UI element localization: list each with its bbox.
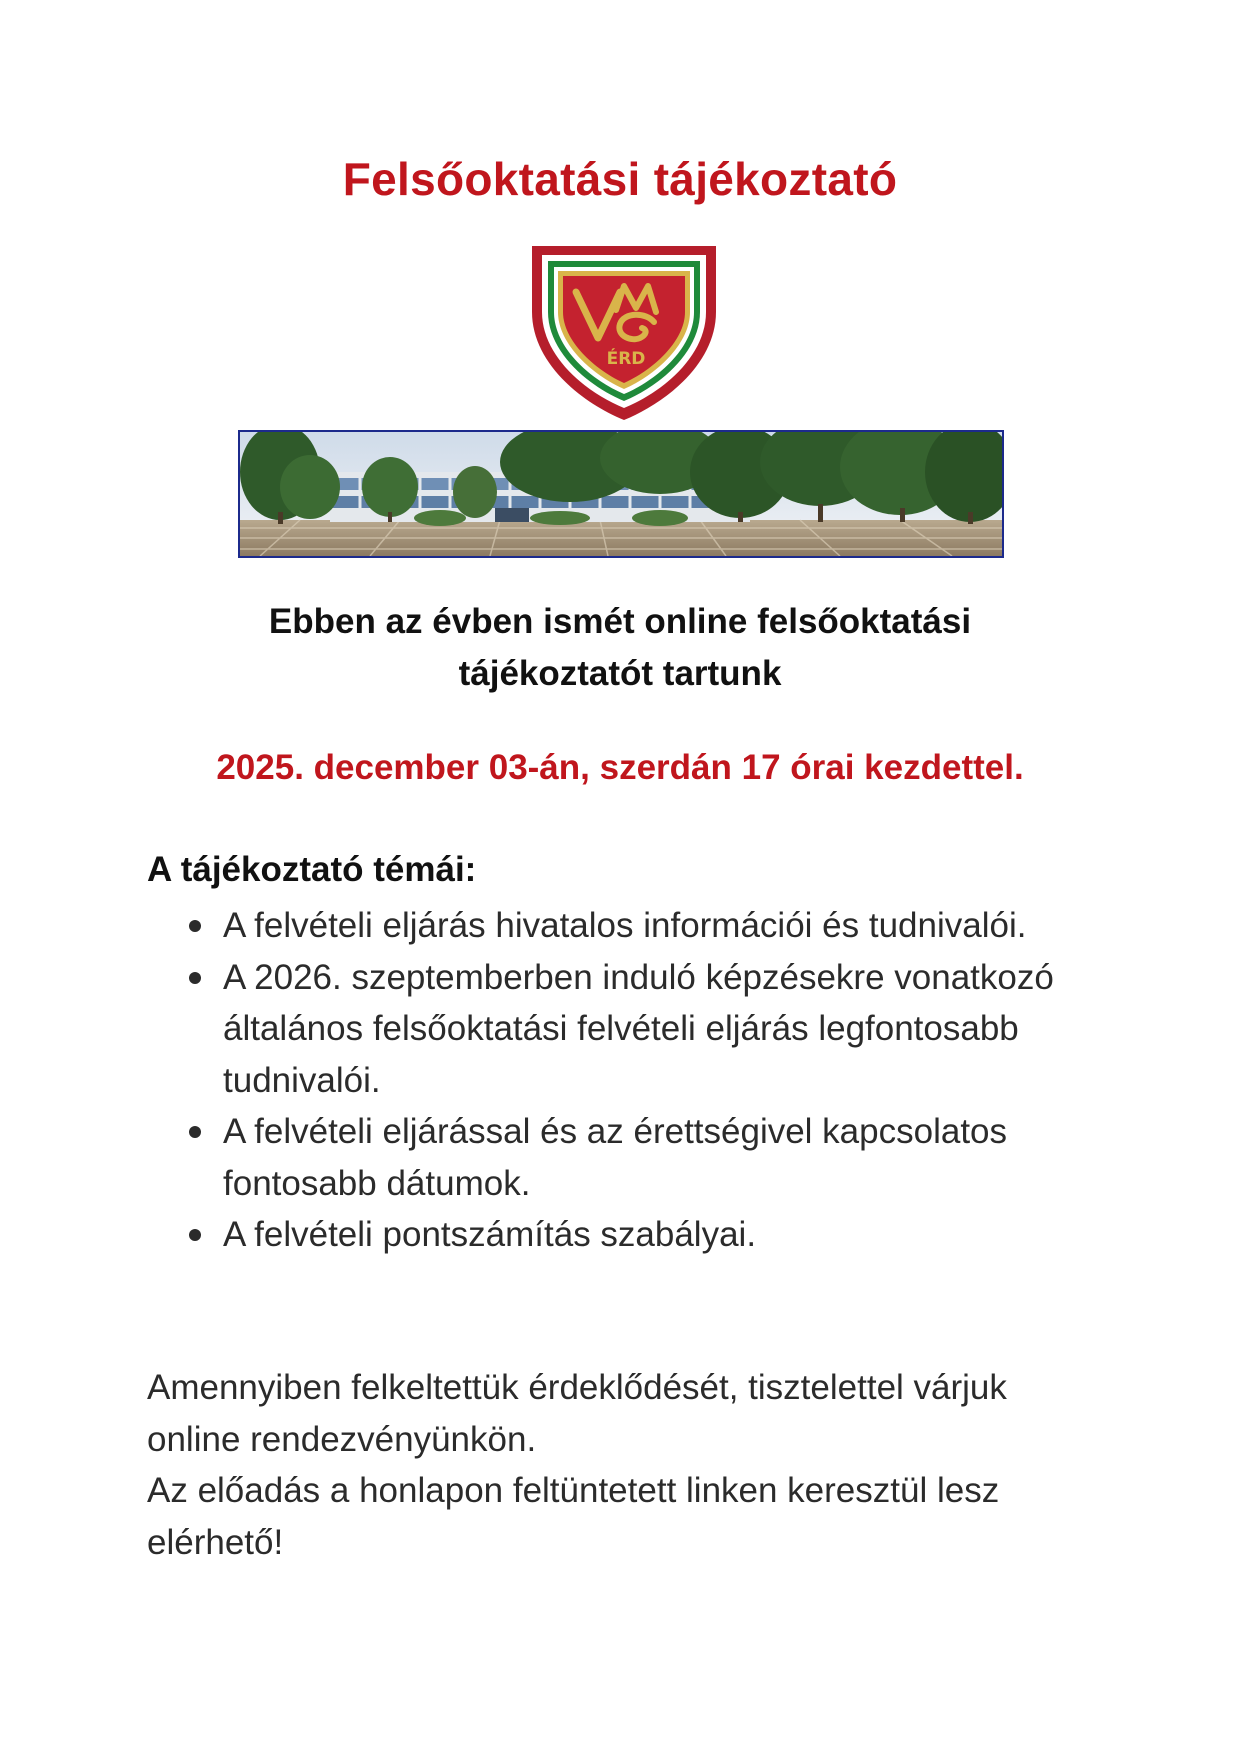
closing-paragraph-2: Az előadás a honlapon feltüntetett linken keresztül lesz elérhető! bbox=[147, 1471, 1000, 1562]
school-building-panorama-icon bbox=[240, 432, 1002, 556]
page-title: Felsőoktatási tájékoztató bbox=[342, 153, 898, 205]
topic-text: A felvételi pontszámítás szabályai. bbox=[223, 1215, 757, 1254]
topics-heading: A tájékoztató témái: bbox=[147, 850, 477, 889]
list-item bbox=[147, 900, 1107, 952]
topics-list bbox=[147, 900, 1107, 1261]
school-crest-icon bbox=[528, 242, 720, 424]
intro-line-1: Ebben az évben ismét online felsőoktatási bbox=[268, 602, 972, 641]
list-item bbox=[147, 1209, 1107, 1261]
event-date: 2025. december 03-án, szerdán 17 órai kezdettel. bbox=[216, 748, 1024, 787]
crest-place-text: ÉRD bbox=[606, 349, 646, 369]
closing-paragraph-1: Amennyiben felkeltettük érdeklődését, tisztelettel várjuk online rendezvényünkön. bbox=[147, 1368, 1007, 1459]
bullet-icon bbox=[189, 1126, 201, 1138]
list-item bbox=[147, 1106, 1107, 1209]
topic-text: A felvételi eljárás hivatalos információi és tudnivalói. bbox=[223, 906, 1027, 945]
school-building-panorama bbox=[238, 430, 1004, 558]
bullet-icon bbox=[189, 1229, 201, 1241]
topic-text: A 2026. szeptemberben induló képzésekre vonatkozó általános felsőoktatási felvételi eljárás legfontosabb tudnivalói. bbox=[223, 957, 1054, 1100]
topic-text: A felvételi eljárással és az érettségivel kapcsolatos fontosabb dátumok. bbox=[223, 1112, 1008, 1203]
bullet-icon bbox=[189, 972, 201, 984]
intro-line-2: tájékoztatót tartunk bbox=[458, 654, 782, 693]
bullet-icon bbox=[189, 920, 201, 932]
list-item bbox=[147, 952, 1107, 1107]
closing-text bbox=[147, 1362, 1107, 1568]
intro-text bbox=[0, 596, 1240, 700]
